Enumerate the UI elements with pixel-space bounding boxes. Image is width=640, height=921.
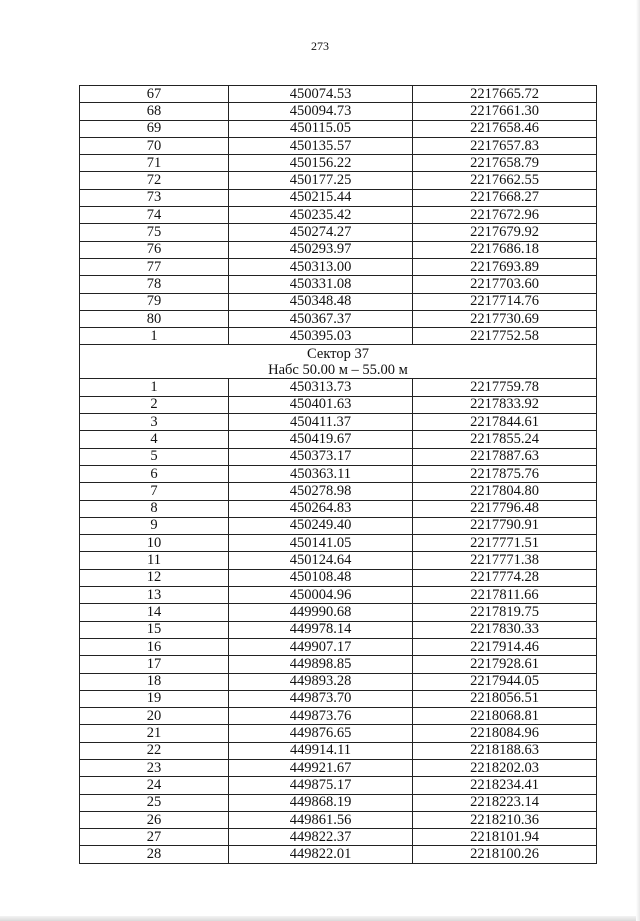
table-row — [80, 708, 597, 725]
y-coordinate-cell: 2217665.72 — [413, 86, 597, 103]
y-coordinate-cell: 2218202.03 — [413, 759, 597, 776]
table-row — [80, 172, 597, 189]
sector-header-row — [80, 345, 597, 379]
x-coordinate-cell: 450108.48 — [229, 569, 413, 586]
x-coordinate-cell: 449822.01 — [229, 846, 413, 863]
scan-edge-bottom — [0, 916, 640, 921]
y-coordinate-cell: 2217774.28 — [413, 569, 597, 586]
y-coordinate-cell: 2217759.78 — [413, 379, 597, 396]
table-row — [80, 155, 597, 172]
y-coordinate-cell: 2218210.36 — [413, 811, 597, 828]
table-row — [80, 829, 597, 846]
point-number-cell: 20 — [80, 708, 229, 725]
x-coordinate-cell: 450004.96 — [229, 587, 413, 604]
y-coordinate-cell: 2217730.69 — [413, 310, 597, 327]
table-row — [80, 690, 597, 707]
point-number-cell: 9 — [80, 517, 229, 534]
x-coordinate-cell: 450135.57 — [229, 137, 413, 154]
x-coordinate-cell: 449978.14 — [229, 621, 413, 638]
y-coordinate-cell: 2217796.48 — [413, 500, 597, 517]
table-row — [80, 587, 597, 604]
table-row — [80, 137, 597, 154]
point-number-cell: 11 — [80, 552, 229, 569]
point-number-cell: 77 — [80, 258, 229, 275]
x-coordinate-cell: 450411.37 — [229, 414, 413, 431]
y-coordinate-cell: 2218188.63 — [413, 742, 597, 759]
sector-title: Сектор 37 — [307, 345, 369, 362]
point-number-cell: 4 — [80, 431, 229, 448]
y-coordinate-cell: 2217830.33 — [413, 621, 597, 638]
point-number-cell: 15 — [80, 621, 229, 638]
x-coordinate-cell: 449898.85 — [229, 656, 413, 673]
point-number-cell: 3 — [80, 414, 229, 431]
x-coordinate-cell: 450235.42 — [229, 207, 413, 224]
x-coordinate-cell: 450124.64 — [229, 552, 413, 569]
table-row — [80, 379, 597, 396]
point-number-cell: 14 — [80, 604, 229, 621]
table-row — [80, 656, 597, 673]
point-number-cell: 8 — [80, 500, 229, 517]
table-row — [80, 241, 597, 258]
x-coordinate-cell: 450419.67 — [229, 431, 413, 448]
table-row — [80, 448, 597, 465]
x-coordinate-cell: 449822.37 — [229, 829, 413, 846]
table-row — [80, 638, 597, 655]
coordinates-table-body-bottom — [80, 379, 597, 863]
point-number-cell: 5 — [80, 448, 229, 465]
table-row — [80, 86, 597, 103]
table-row — [80, 224, 597, 241]
x-coordinate-cell: 449876.65 — [229, 725, 413, 742]
sector-height-range: Набс 50.00 м – 55.00 м — [268, 361, 408, 378]
point-number-cell: 68 — [80, 103, 229, 120]
point-number-cell: 12 — [80, 569, 229, 586]
table-row — [80, 742, 597, 759]
table-row — [80, 777, 597, 794]
table-row — [80, 794, 597, 811]
page-number: 273 — [311, 39, 329, 53]
x-coordinate-cell: 450293.97 — [229, 241, 413, 258]
y-coordinate-cell: 2217658.46 — [413, 120, 597, 137]
y-coordinate-cell: 2217693.89 — [413, 258, 597, 275]
y-coordinate-cell: 2217752.58 — [413, 328, 597, 345]
sector-header — [80, 345, 597, 379]
table-row — [80, 396, 597, 413]
x-coordinate-cell: 450074.53 — [229, 86, 413, 103]
x-coordinate-cell: 450215.44 — [229, 189, 413, 206]
y-coordinate-cell: 2218101.94 — [413, 829, 597, 846]
table-row — [80, 414, 597, 431]
table-row — [80, 328, 597, 345]
scan-edge-right — [636, 0, 640, 921]
x-coordinate-cell: 450348.48 — [229, 293, 413, 310]
y-coordinate-cell: 2217875.76 — [413, 465, 597, 482]
y-coordinate-cell: 2217844.61 — [413, 414, 597, 431]
point-number-cell: 67 — [80, 86, 229, 103]
point-number-cell: 28 — [80, 846, 229, 863]
point-number-cell: 73 — [80, 189, 229, 206]
y-coordinate-cell: 2218223.14 — [413, 794, 597, 811]
x-coordinate-cell: 450331.08 — [229, 276, 413, 293]
table-row — [80, 535, 597, 552]
y-coordinate-cell: 2217657.83 — [413, 137, 597, 154]
x-coordinate-cell: 450313.00 — [229, 258, 413, 275]
y-coordinate-cell: 2218084.96 — [413, 725, 597, 742]
point-number-cell: 18 — [80, 673, 229, 690]
y-coordinate-cell: 2217811.66 — [413, 587, 597, 604]
y-coordinate-cell: 2217790.91 — [413, 517, 597, 534]
point-number-cell: 10 — [80, 535, 229, 552]
point-number-cell: 7 — [80, 483, 229, 500]
table-row — [80, 258, 597, 275]
y-coordinate-cell: 2217771.51 — [413, 535, 597, 552]
y-coordinate-cell: 2217914.46 — [413, 638, 597, 655]
table-row — [80, 310, 597, 327]
table-row — [80, 293, 597, 310]
table-row — [80, 846, 597, 863]
x-coordinate-cell: 449990.68 — [229, 604, 413, 621]
y-coordinate-cell: 2217662.55 — [413, 172, 597, 189]
table-row — [80, 500, 597, 517]
y-coordinate-cell: 2217855.24 — [413, 431, 597, 448]
table-row — [80, 604, 597, 621]
y-coordinate-cell: 2217679.92 — [413, 224, 597, 241]
point-number-cell: 1 — [80, 379, 229, 396]
x-coordinate-cell: 449907.17 — [229, 638, 413, 655]
point-number-cell: 25 — [80, 794, 229, 811]
point-number-cell: 17 — [80, 656, 229, 673]
y-coordinate-cell: 2217714.76 — [413, 293, 597, 310]
table-row — [80, 207, 597, 224]
y-coordinate-cell: 2217804.80 — [413, 483, 597, 500]
coordinates-table — [79, 85, 597, 864]
table-row — [80, 483, 597, 500]
y-coordinate-cell: 2217658.79 — [413, 155, 597, 172]
y-coordinate-cell: 2217668.27 — [413, 189, 597, 206]
table-row — [80, 431, 597, 448]
x-coordinate-cell: 450156.22 — [229, 155, 413, 172]
x-coordinate-cell: 450313.73 — [229, 379, 413, 396]
x-coordinate-cell: 449893.28 — [229, 673, 413, 690]
y-coordinate-cell: 2217661.30 — [413, 103, 597, 120]
x-coordinate-cell: 449914.11 — [229, 742, 413, 759]
y-coordinate-cell: 2217672.96 — [413, 207, 597, 224]
point-number-cell: 71 — [80, 155, 229, 172]
table-row — [80, 465, 597, 482]
point-number-cell: 72 — [80, 172, 229, 189]
y-coordinate-cell: 2217928.61 — [413, 656, 597, 673]
x-coordinate-cell: 449868.19 — [229, 794, 413, 811]
y-coordinate-cell: 2217833.92 — [413, 396, 597, 413]
table-row — [80, 569, 597, 586]
x-coordinate-cell: 449873.76 — [229, 708, 413, 725]
y-coordinate-cell: 2217887.63 — [413, 448, 597, 465]
table-row — [80, 276, 597, 293]
y-coordinate-cell: 2217771.38 — [413, 552, 597, 569]
x-coordinate-cell: 450363.11 — [229, 465, 413, 482]
sector-header-cell — [80, 345, 597, 379]
point-number-cell: 21 — [80, 725, 229, 742]
y-coordinate-cell: 2217944.05 — [413, 673, 597, 690]
point-number-cell: 76 — [80, 241, 229, 258]
x-coordinate-cell: 450367.37 — [229, 310, 413, 327]
x-coordinate-cell: 450395.03 — [229, 328, 413, 345]
x-coordinate-cell: 449873.70 — [229, 690, 413, 707]
x-coordinate-cell: 450249.40 — [229, 517, 413, 534]
point-number-cell: 26 — [80, 811, 229, 828]
point-number-cell: 6 — [80, 465, 229, 482]
point-number-cell: 13 — [80, 587, 229, 604]
point-number-cell: 79 — [80, 293, 229, 310]
table-row — [80, 725, 597, 742]
table-row — [80, 673, 597, 690]
point-number-cell: 27 — [80, 829, 229, 846]
point-number-cell: 22 — [80, 742, 229, 759]
table-row — [80, 103, 597, 120]
x-coordinate-cell: 449861.56 — [229, 811, 413, 828]
y-coordinate-cell: 2217686.18 — [413, 241, 597, 258]
point-number-cell: 2 — [80, 396, 229, 413]
table-row — [80, 552, 597, 569]
table-row — [80, 621, 597, 638]
x-coordinate-cell: 449921.67 — [229, 759, 413, 776]
x-coordinate-cell: 450141.05 — [229, 535, 413, 552]
x-coordinate-cell: 450274.27 — [229, 224, 413, 241]
y-coordinate-cell: 2218100.26 — [413, 846, 597, 863]
point-number-cell: 24 — [80, 777, 229, 794]
x-coordinate-cell: 450373.17 — [229, 448, 413, 465]
y-coordinate-cell: 2217703.60 — [413, 276, 597, 293]
point-number-cell: 74 — [80, 207, 229, 224]
point-number-cell: 80 — [80, 310, 229, 327]
table-row — [80, 120, 597, 137]
point-number-cell: 78 — [80, 276, 229, 293]
y-coordinate-cell: 2218068.81 — [413, 708, 597, 725]
x-coordinate-cell: 450401.63 — [229, 396, 413, 413]
coordinates-table-body-top — [80, 86, 597, 345]
x-coordinate-cell: 450094.73 — [229, 103, 413, 120]
point-number-cell: 75 — [80, 224, 229, 241]
x-coordinate-cell: 450115.05 — [229, 120, 413, 137]
x-coordinate-cell: 450177.25 — [229, 172, 413, 189]
x-coordinate-cell: 450278.98 — [229, 483, 413, 500]
x-coordinate-cell: 449875.17 — [229, 777, 413, 794]
point-number-cell: 19 — [80, 690, 229, 707]
y-coordinate-cell: 2218056.51 — [413, 690, 597, 707]
y-coordinate-cell: 2218234.41 — [413, 777, 597, 794]
y-coordinate-cell: 2217819.75 — [413, 604, 597, 621]
point-number-cell: 1 — [80, 328, 229, 345]
table-row — [80, 517, 597, 534]
table-row — [80, 759, 597, 776]
point-number-cell: 70 — [80, 137, 229, 154]
point-number-cell: 16 — [80, 638, 229, 655]
point-number-cell: 23 — [80, 759, 229, 776]
point-number-cell: 69 — [80, 120, 229, 137]
table-row — [80, 189, 597, 206]
x-coordinate-cell: 450264.83 — [229, 500, 413, 517]
table-row — [80, 811, 597, 828]
